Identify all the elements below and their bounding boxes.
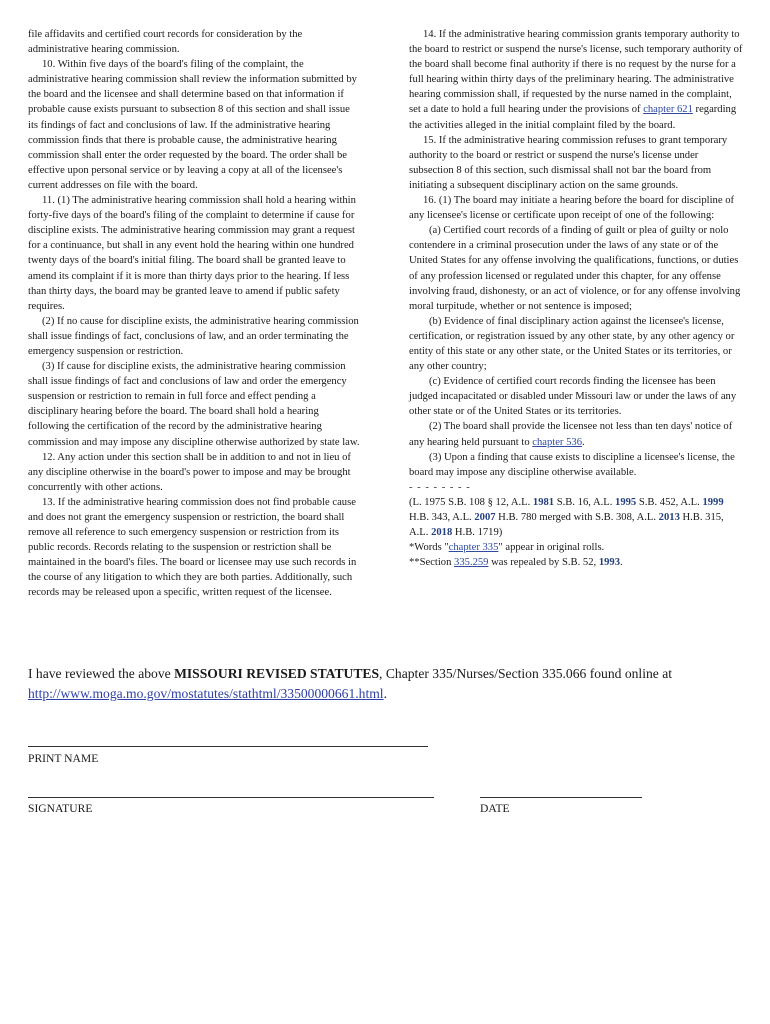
review-text: I have reviewed the above: [28, 666, 175, 681]
review-statement: [28, 664, 748, 704]
history-text: H.B. 315, A.L.: [409, 512, 724, 539]
chapter-536-link[interactable]: chapter 536: [532, 436, 582, 448]
signature-label: SIGNATURE: [28, 802, 93, 815]
note-text: " appear in original rolls.: [498, 542, 605, 554]
history-year: 1981: [532, 496, 555, 508]
history-year: 2013: [658, 512, 680, 523]
statute-paragraph: 13. If the administrative hearing commission does not find probable cause and does not grant the emergency suspension or restriction, the board shall remove all reference to such emergency suspension or restriction from its public records. Records relating to the suspension or restriction shall be maintained in the board's files. The board or licensee may use such records in the course of any litigation to which they are both parties. Additionally, such records may be released upon a specific, written request of the licensee.: [28, 496, 357, 599]
print-name-line[interactable]: [28, 746, 428, 747]
statute-paragraph: 12. Any action under this section shall be in addition to and not in lieu of any discipline otherwise in the board's power to impose and may be brought concurrently with other actions.: [28, 451, 351, 493]
statute-paragraph: (a) Certified court records of a finding of guilt or plea of guilty or nolo contendere in a criminal prosecution under the laws of any state or of the United States for any offense involving the qualifications, functions, or duties of any profession licensed or regulated under this chapter, for any offense involving fraud, dishonesty, or an act of violence, or for any offense involving moral turpitude, whether or not sentence is imposed;: [409, 225, 741, 312]
review-text: .: [383, 686, 387, 701]
statute-paragraph: 11. (1) The administrative hearing commission shall hold a hearing within forty-five days of the board's filing of the complaint to determine if cause for discipline exists. The administrative hearing commission may grant a request for a continuance, but shall in any event hold the hearing within one hundred twenty days of the board's initial filing. The board shall be granted leave to amend its complaint if it is more than thirty days prior to the hearing. If less than thirty days, the board may be granted leave to amend if public safety requires.: [28, 195, 356, 312]
note-text: *Words ": [409, 542, 449, 554]
history-text: S.B. 452, A.L.: [636, 496, 703, 508]
history-text: H.B. 1719): [452, 527, 503, 539]
note-text: was repealed by S.B. 52,: [488, 557, 599, 569]
history-text: H.B. 343, A.L.: [409, 512, 475, 523]
history-year: 2007: [474, 512, 496, 523]
statutes-title: MISSOURI REVISED STATUTES: [174, 666, 380, 681]
statute-paragraph: 16. (1) The board may initiate a hearing before the board for discipline of any licensee's license or certificate upon receipt of one of the following:: [409, 195, 735, 222]
statute-paragraph: (b) Evidence of final disciplinary action against the licensee's license, certification, or registration issued by any other state, by any other agency or entity of this state or any other state, or the United States or its territories, or any other country;: [409, 315, 735, 373]
statute-paragraph: [409, 27, 743, 133]
words-note: [409, 540, 743, 555]
history-text: S.B. 16, A.L.: [554, 496, 616, 508]
statute-paragraph: (c) Evidence of certified court records finding the licensee has been judged incapacitated or disabled under Missouri law or under the laws of any other state or of the United States or its territories.: [409, 376, 737, 418]
statute-paragraph: (3) If cause for discipline exists, the administrative hearing commission shall issue findings of fact and conclusions of law and order the emergency suspension or restriction to remain in full force and effect pending a disciplinary hearing before the board. The board shall hold a hearing following the certification of the record by the administrative hearing commission and may impose any discipline otherwise authorized by state law.: [28, 361, 360, 448]
paragraph-text: regarding the activities alleged in the initial complaint filed by the board.: [409, 104, 737, 131]
chapter-335-link[interactable]: chapter 335: [448, 542, 499, 554]
date-label: DATE: [480, 802, 510, 815]
history-text: (L. 1975 S.B. 108 § 12, A.L.: [409, 496, 533, 508]
section-335-259-link[interactable]: 335.259: [454, 557, 489, 569]
repeal-note: [409, 555, 743, 570]
separator-dashes: - - - - - - - -: [409, 481, 471, 493]
date-line[interactable]: [480, 797, 642, 798]
chapter-621-link[interactable]: chapter 621: [643, 104, 693, 116]
note-text: **Section: [409, 557, 455, 569]
statute-paragraph: 10. Within five days of the board's filing of the complaint, the administrative hearing commission shall review the information submitted by the board and the licensee and shall determine based on that information if probable cause exists pursuant to subsection 8 of this section and shall issue its findings of fact and conclusions of law. If the administrative hearing commission finds that there is probable cause, the administrative hearing commission shall enter the order requested by the board. The order shall be effective upon personal service or by leaving a copy at all of the licensee's current addresses on file with the board.: [28, 59, 357, 191]
note-text: .: [620, 557, 623, 569]
statute-paragraph: [409, 419, 743, 449]
statute-paragraph: (3) Upon a finding that cause exists to discipline a licensee's license, the board may impose any discipline otherwise available.: [409, 451, 735, 478]
repeal-year: 1993: [598, 557, 620, 569]
history-year: 1999: [702, 496, 724, 508]
statute-paragraph: file affidavits and certified court records for consideration by the administrative hearing commission.: [28, 29, 303, 56]
print-name-label: PRINT NAME: [28, 752, 99, 765]
statute-paragraph: (2) If no cause for discipline exists, the administrative hearing commission shall issue findings of fact, conclusions of law, and an order terminating the emergency suspension or restriction.: [28, 315, 359, 357]
right-column: [409, 27, 743, 570]
review-text: , Chapter 335/Nurses/Section 335.066 found online at: [379, 666, 673, 681]
signature-line[interactable]: [28, 797, 434, 798]
left-column: [28, 27, 360, 601]
paragraph-text: 14. If the administrative hearing commission grants temporary authority to the board to restrict or suspend the nurse's license, such temporary authority of the board shall become final authority if there is no request by the nurse for a full hearing within thirty days of the preliminary hearing. The administrative hearing commission shall, if requested by the nurse named in the complaint, set a date to hold a full hearing under the provisions of: [409, 29, 743, 116]
history-year: 2018: [431, 527, 453, 539]
history-year: 1995: [615, 496, 637, 508]
paragraph-text: .: [582, 436, 585, 448]
paragraph-text: (2) The board shall provide the licensee not less than ten days' notice of any hearing held pursuant to: [409, 421, 733, 448]
history-text: H.B. 780 merged with S.B. 308, A.L.: [495, 512, 659, 523]
statute-paragraph: 15. If the administrative hearing commission refuses to grant temporary authority to the board or restrict or suspend the nurse's license under subsection 8 of this section, such dismissal shall not bar the board from initiating a subsequent disciplinary action on the same grounds.: [409, 134, 728, 191]
statute-url-link[interactable]: http://www.moga.mo.gov/mostatutes/stathtml/33500000661.html: [28, 686, 384, 701]
history-note: [409, 495, 743, 540]
